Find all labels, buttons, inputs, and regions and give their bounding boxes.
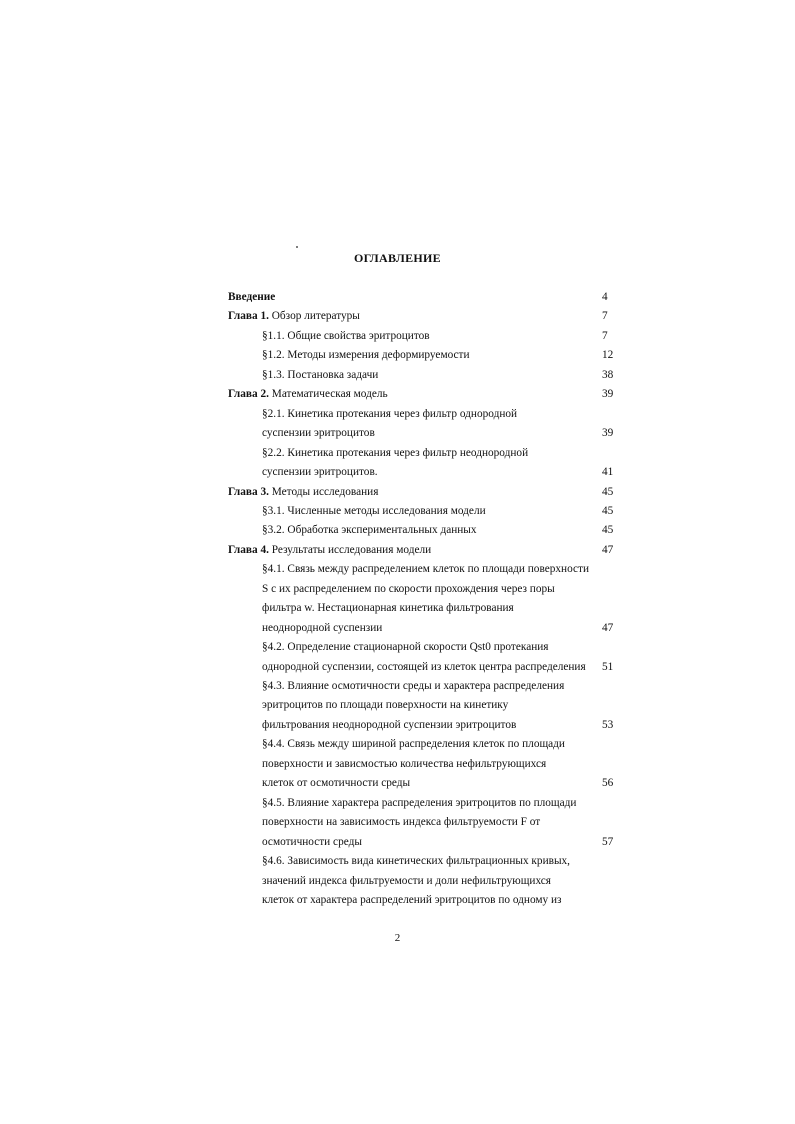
toc-section-row [0, 327, 795, 346]
toc-entry-title: фильтрования неоднородной суспензии эритроцитов [262, 718, 517, 731]
toc-page-number: 53 [602, 718, 614, 731]
toc-section-row [0, 619, 795, 638]
toc-section-row [0, 638, 795, 657]
toc-entry-title: эритроцитов по площади поверхности на кинетику [262, 699, 509, 712]
toc-entry-title: неоднородной суспензии [262, 621, 383, 634]
toc-page-number: 47 [602, 621, 614, 634]
toc-entry-title: §3.2. Обработка экспериментальных данных [262, 524, 477, 537]
toc-entry-text [262, 521, 477, 540]
toc-entry-text [262, 755, 546, 774]
toc-section-row [0, 755, 795, 774]
toc-entry-text [262, 638, 549, 657]
toc-entry-title: S с их распределением по скорости прохождения через поры [262, 582, 555, 595]
toc-entry-text [262, 463, 378, 482]
toc-entry-text [262, 696, 508, 715]
toc-section-row [0, 696, 795, 715]
toc-page-number: 12 [602, 349, 614, 362]
toc-entry-title: §2.1. Кинетика протекания через фильтр однородной [262, 407, 518, 420]
toc-entry-text [262, 833, 362, 852]
toc-section-row [0, 463, 795, 482]
toc-page-number: 39 [602, 388, 614, 401]
toc-chapter-row [0, 385, 795, 404]
toc-entry-title: поверхности на зависимость индекса фильтруемости F от [262, 816, 541, 829]
toc-entry-text [262, 327, 430, 346]
toc-section-row [0, 580, 795, 599]
toc-entry-text [262, 794, 576, 813]
toc-section-row [0, 735, 795, 754]
toc-entry-title: осмотичности среды [262, 835, 362, 848]
toc-section-row [0, 560, 795, 579]
toc-entry-title: §4.1. Связь между распределением клеток по площади поверхности [262, 563, 590, 576]
toc-entry-text [262, 346, 470, 365]
toc-entry-text [228, 483, 378, 502]
toc-section-row [0, 677, 795, 696]
toc-chapter-label: Глава 2. [228, 388, 269, 401]
toc-section-row [0, 424, 795, 443]
toc-page-number: 41 [602, 466, 614, 479]
toc-section-row [0, 405, 795, 424]
toc-chapter-label: Введение [228, 291, 276, 303]
toc-entry-text [262, 424, 375, 443]
toc-page-number: 47 [602, 543, 614, 556]
toc-page-number: 57 [602, 835, 614, 848]
toc-entry-title: §4.5. Влияние характера распределения эритроцитов по площади [262, 796, 577, 809]
toc-entry-title: значений индекса фильтруемости и доли нефильтрующихся [262, 874, 551, 887]
toc-chapter-label: Глава 1. [228, 310, 269, 323]
toc-entry-text [262, 580, 555, 599]
toc-entry-text [262, 716, 516, 735]
toc-entry-title: §4.6. Зависимость вида кинетических фильтрационных кривых, [262, 855, 571, 868]
toc-entry-text [262, 677, 564, 696]
toc-chapter-row [0, 288, 795, 307]
toc-entry-title: суспензии эритроцитов. [262, 466, 378, 479]
toc-section-row [0, 502, 795, 521]
toc-entry-title: клеток от характера распределений эритроцитов по одному из [262, 893, 562, 906]
toc-section-row [0, 852, 795, 871]
toc-section-row [0, 891, 795, 910]
toc-entry-title: суспензии эритроцитов [262, 427, 375, 440]
toc-section-row [0, 346, 795, 365]
toc-entry-text [262, 813, 540, 832]
toc-section-row [0, 794, 795, 813]
toc-page-number: 56 [602, 777, 614, 790]
toc-entry-title: клеток от осмотичности среды [262, 777, 411, 790]
toc-chapter-label: Глава 3. [228, 485, 269, 498]
toc-section-row [0, 716, 795, 735]
toc-entry-title: однородной суспензии, состоящей из клеток центра распределения [262, 660, 586, 673]
page-number: 2 [394, 932, 401, 944]
toc-chapter-row [0, 541, 795, 560]
toc-page-number: 45 [602, 504, 614, 517]
toc-entry-title: §2.2. Кинетика протекания через фильтр неоднородной [262, 446, 529, 459]
toc-chapter-row [0, 307, 795, 326]
toc-entry-title: §4.3. Влияние осмотичности среды и характера распределения [262, 680, 565, 692]
toc-entry-title: Обзор литературы [268, 310, 360, 323]
toc-entry-text [262, 872, 551, 891]
toc-entry-title: §1.3. Постановка задачи [262, 368, 379, 381]
toc-entry-text [262, 444, 528, 463]
toc-page-number: 51 [602, 660, 614, 673]
toc-entry-title: §4.2. Определение стационарной скорости Qst0 протекания [262, 641, 549, 654]
toc-section-row [0, 521, 795, 540]
page-title: ОГЛАВЛЕНИЕ [354, 251, 441, 265]
toc-page-number: 39 [602, 427, 614, 440]
toc-entry-text [262, 502, 486, 521]
toc-section-row [0, 366, 795, 385]
toc-entry-title: фильтра w. Нестационарная кинетика фильтрования [262, 602, 514, 615]
toc-entry-text [262, 405, 517, 424]
toc-entry-text [228, 385, 388, 404]
toc-entry-text [262, 891, 562, 910]
toc-entry-title: §4.4. Связь между шириной распределения клеток по площади [262, 738, 565, 751]
toc-section-row [0, 833, 795, 852]
toc-entry-text [262, 735, 565, 754]
toc-entry-text [262, 366, 378, 385]
toc-entry-title: Результаты исследования модели [268, 543, 432, 556]
toc-page-number: 45 [602, 485, 614, 498]
toc-entry-title: Математическая модель [268, 388, 388, 401]
toc-section-row [0, 813, 795, 832]
toc-entry-title: §3.1. Численные методы исследования модели [262, 504, 486, 517]
toc-entry-text [262, 560, 589, 579]
toc-entry-title: поверхности и зависмостью количества нефильтрующихся [262, 757, 547, 770]
toc-entry-text [262, 852, 570, 871]
toc-entry-title: §1.1. Общие свойства эритроцитов [262, 329, 430, 342]
toc-entry-text [228, 288, 275, 307]
toc-entry-text [262, 774, 410, 793]
toc-section-row [0, 444, 795, 463]
toc-page-number: 7 [602, 310, 608, 323]
toc-page-number: 7 [602, 329, 608, 342]
toc-section-row [0, 872, 795, 891]
toc-page-number: 38 [602, 368, 614, 381]
toc-entry-text [262, 599, 514, 618]
toc-entry-text [228, 307, 360, 326]
toc-chapter-label: Глава 4. [228, 543, 269, 556]
toc-page-number: 45 [602, 524, 614, 537]
toc-chapter-row [0, 483, 795, 502]
toc-entry-title: §1.2. Методы измерения деформируемости [262, 349, 470, 362]
toc-entry-text [228, 541, 431, 560]
toc-entry-text [262, 658, 586, 677]
toc-entry-text [262, 619, 382, 638]
toc-section-row [0, 599, 795, 618]
toc-section-row [0, 774, 795, 793]
toc-page-number: 4 [602, 291, 608, 303]
toc-entry-title: Методы исследования [268, 485, 379, 498]
toc-section-row [0, 658, 795, 677]
